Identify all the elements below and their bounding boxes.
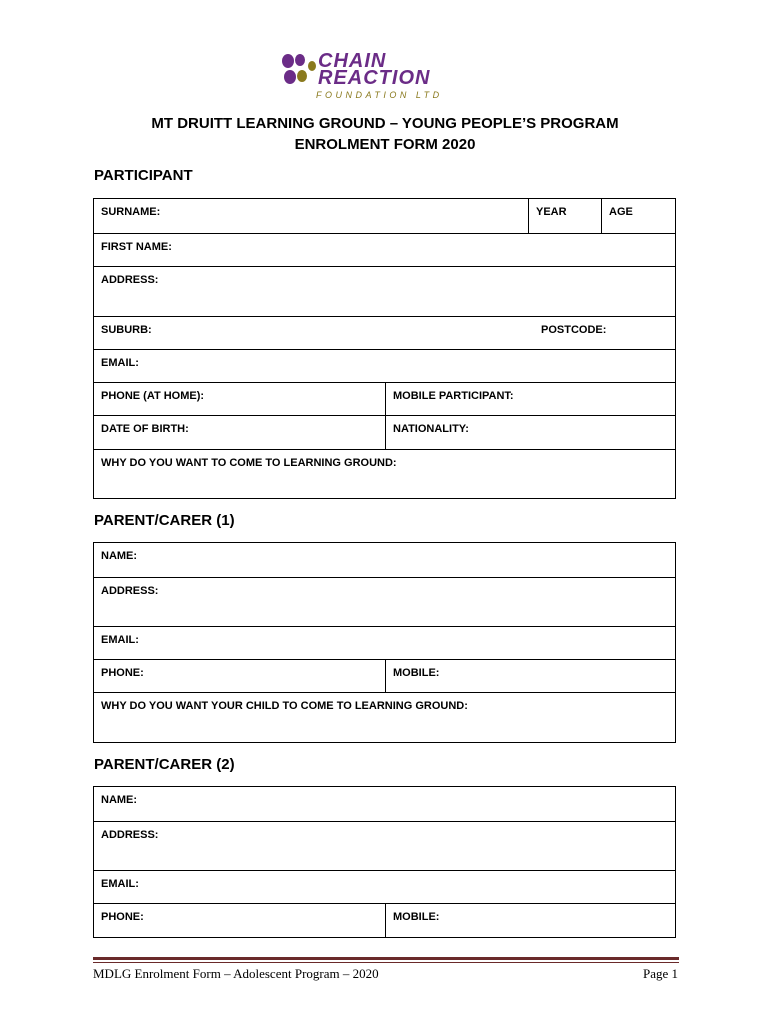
phone-row — [94, 382, 675, 415]
parent1-why-row — [94, 692, 675, 742]
parent2-phone-row — [94, 903, 675, 937]
suburb-label: SUBURB: — [101, 324, 152, 336]
surname-field[interactable] — [94, 199, 528, 233]
first-name-field[interactable] — [94, 234, 675, 266]
email-field[interactable] — [94, 350, 675, 382]
dob-field[interactable] — [94, 416, 385, 449]
surname-row — [94, 199, 675, 233]
parent2-phone-field[interactable] — [94, 904, 385, 937]
footer-rule — [93, 957, 679, 960]
nationality-label: NATIONALITY: — [393, 423, 469, 435]
age-label: AGE — [609, 206, 633, 218]
postcode-field[interactable] — [534, 317, 675, 349]
parent1-email-label: EMAIL: — [101, 634, 139, 646]
participant-heading: PARTICIPANT — [94, 167, 193, 184]
parent1-phone-row — [94, 659, 675, 692]
form-title: MT DRUITT LEARNING GROUND – YOUNG PEOPLE’S PROGRAM — [151, 115, 619, 132]
surname-label: SURNAME: — [101, 206, 161, 218]
suburb-field[interactable] — [94, 317, 534, 349]
chain-reaction-logo — [278, 48, 508, 104]
footer-document-name: MDLG Enrolment Form – Adolescent Program – 2020 — [93, 966, 379, 981]
parent2-email-label: EMAIL: — [101, 878, 139, 890]
suburb-row — [94, 316, 675, 349]
parent2-name-row — [94, 787, 675, 821]
logo-text-foundation: FOUNDATION LTD — [316, 90, 443, 100]
dob-row — [94, 415, 675, 449]
address-field[interactable] — [94, 267, 675, 316]
logo-mark-icon — [278, 52, 322, 88]
parent1-heading: PARENT/CARER (1) — [94, 512, 235, 529]
parent2-form — [93, 786, 676, 938]
parent1-phone-label: PHONE: — [101, 667, 144, 679]
first-name-label: FIRST NAME: — [101, 241, 172, 253]
address-label: ADDRESS: — [101, 274, 159, 286]
parent2-mobile-label: MOBILE: — [393, 911, 440, 923]
parent2-phone-label: PHONE: — [101, 911, 144, 923]
mobile-participant-field[interactable] — [385, 383, 675, 415]
parent1-address-label: ADDRESS: — [101, 585, 159, 597]
email-label: EMAIL: — [101, 357, 139, 369]
parent2-name-label: NAME: — [101, 794, 138, 806]
form-subtitle: ENROLMENT FORM 2020 — [294, 136, 476, 153]
participant-form — [93, 198, 676, 499]
parent1-address-row — [94, 577, 675, 626]
postcode-label: POSTCODE: — [541, 324, 607, 336]
mobile-participant-label: MOBILE PARTICIPANT: — [393, 390, 514, 402]
first-name-row — [94, 233, 675, 266]
parent1-email-field[interactable] — [94, 627, 675, 659]
age-field[interactable] — [601, 199, 675, 233]
logo-text-chain: CHAIN — [318, 50, 387, 72]
email-row — [94, 349, 675, 382]
nationality-field[interactable] — [385, 416, 675, 449]
parent1-mobile-field[interactable] — [385, 660, 675, 692]
address-row — [94, 266, 675, 316]
parent1-phone-field[interactable] — [94, 660, 385, 692]
parent2-email-row — [94, 870, 675, 903]
parent1-form — [93, 542, 676, 743]
parent2-email-field[interactable] — [94, 871, 675, 903]
parent1-why-field[interactable] — [94, 693, 675, 742]
footer-page-number: Page 1 — [642, 966, 678, 981]
parent1-email-row — [94, 626, 675, 659]
parent1-name-label: NAME: — [101, 550, 138, 562]
parent2-name-field[interactable] — [94, 787, 675, 821]
phone-home-label: PHONE (AT HOME): — [101, 390, 205, 402]
parent2-address-label: ADDRESS: — [101, 829, 159, 841]
why-label: WHY DO YOU WANT TO COME TO LEARNING GROUND: — [101, 457, 397, 469]
logo-text-reaction: REACTION — [318, 67, 431, 89]
parent1-address-field[interactable] — [94, 578, 675, 626]
year-field[interactable] — [528, 199, 601, 233]
phone-home-field[interactable] — [94, 383, 385, 415]
parent2-address-row — [94, 821, 675, 870]
parent2-address-field[interactable] — [94, 822, 675, 870]
why-row — [94, 449, 675, 498]
why-field[interactable] — [94, 450, 675, 498]
parent1-name-field[interactable] — [94, 543, 675, 577]
footer-rule-thin — [93, 962, 679, 963]
parent1-mobile-label: MOBILE: — [393, 667, 440, 679]
year-label: YEAR — [536, 206, 567, 218]
parent1-name-row — [94, 543, 675, 577]
parent2-heading: PARENT/CARER (2) — [94, 756, 235, 773]
parent2-mobile-field[interactable] — [385, 904, 675, 937]
dob-label: DATE OF BIRTH: — [101, 423, 189, 435]
parent1-why-label: WHY DO YOU WANT YOUR CHILD TO COME TO LEARNING GROUND: — [101, 700, 468, 712]
